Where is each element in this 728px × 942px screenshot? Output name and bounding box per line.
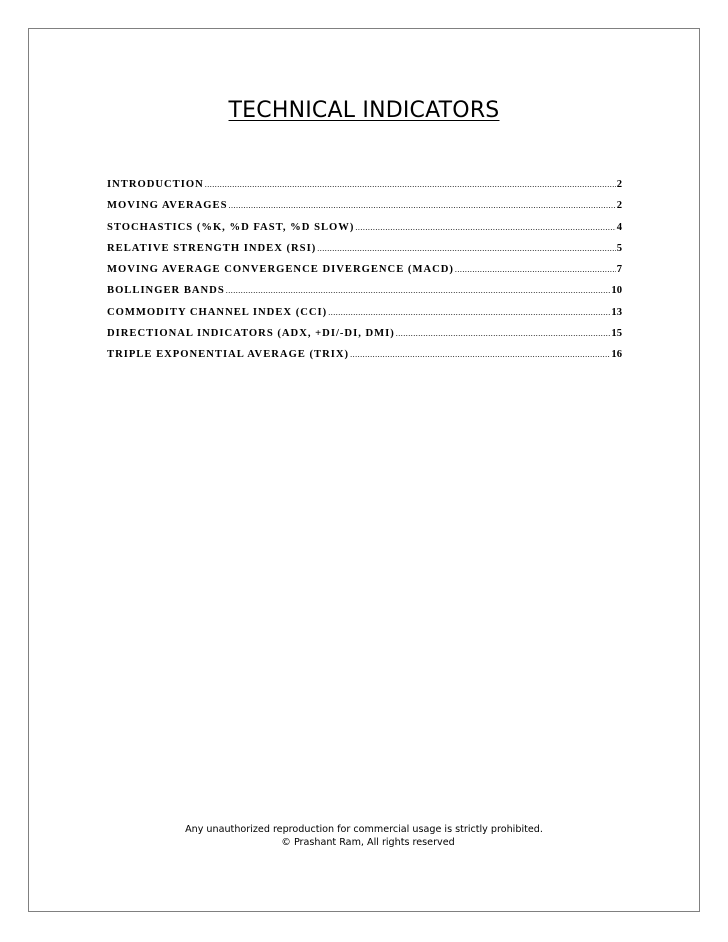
- toc-dot-leader: [328, 307, 610, 318]
- toc-dot-leader: [396, 328, 611, 339]
- toc-entry-label: DIRECTIONAL INDICATORS (ADX, +DI/-DI, DMI): [107, 328, 395, 340]
- toc-dot-leader: [355, 222, 615, 233]
- toc-dot-leader: [205, 179, 616, 190]
- toc-entry-macd[interactable]: [107, 264, 622, 285]
- footer-notice: Any unauthorized reproduction for commercial usage is strictly prohibited.: [185, 824, 543, 835]
- toc-entry-page: 4: [616, 221, 622, 233]
- toc-entry-trix[interactable]: [107, 349, 622, 370]
- toc-entry-introduction[interactable]: [107, 179, 622, 200]
- toc-entry-directional-indicators[interactable]: [107, 328, 622, 349]
- toc-dot-leader: [226, 285, 611, 296]
- toc-entry-rsi[interactable]: [107, 243, 622, 264]
- toc-entry-label: COMMODITY CHANNEL INDEX (CCI): [107, 306, 328, 318]
- toc-entry-page: 5: [616, 242, 622, 254]
- toc-entry-page: 15: [611, 328, 622, 340]
- toc-entry-page: 10: [611, 285, 622, 297]
- toc-entry-label: INTRODUCTION: [107, 179, 204, 190]
- toc-entry-page: 2: [616, 200, 622, 212]
- toc-entry-bollinger-bands[interactable]: [107, 285, 622, 306]
- toc-entry-page: 16: [611, 349, 622, 361]
- toc-dot-leader: [228, 200, 615, 211]
- page-border: [28, 28, 700, 912]
- toc-entry-label: RELATIVE STRENGTH INDEX (RSI): [107, 242, 317, 254]
- table-of-contents: [107, 179, 622, 371]
- toc-entry-label: STOCHASTICS (%K, %D FAST, %D SLOW): [107, 221, 355, 233]
- toc-entry-page: 13: [611, 306, 622, 318]
- toc-entry-stochastics[interactable]: [107, 222, 622, 243]
- toc-entry-label: BOLLINGER BANDS: [107, 285, 225, 297]
- toc-dot-leader: [317, 243, 615, 254]
- toc-entry-label: TRIPLE EXPONENTIAL AVERAGE (TRIX): [107, 349, 350, 361]
- toc-dot-leader: [455, 264, 616, 275]
- toc-entry-page: 2: [616, 179, 622, 190]
- document-title: TECHNICAL INDICATORS: [228, 98, 500, 123]
- toc-entry-label: MOVING AVERAGES: [107, 200, 228, 212]
- toc-dot-leader: [350, 349, 610, 360]
- toc-entry-label: MOVING AVERAGE CONVERGENCE DIVERGENCE (MACD): [107, 264, 454, 276]
- toc-entry-page: 7: [616, 264, 622, 276]
- toc-entry-cci[interactable]: [107, 307, 622, 328]
- page-footer: [0, 823, 728, 849]
- footer-copyright: © Prashant Ram, All rights reserved: [281, 837, 455, 848]
- toc-entry-moving-averages[interactable]: [107, 200, 622, 221]
